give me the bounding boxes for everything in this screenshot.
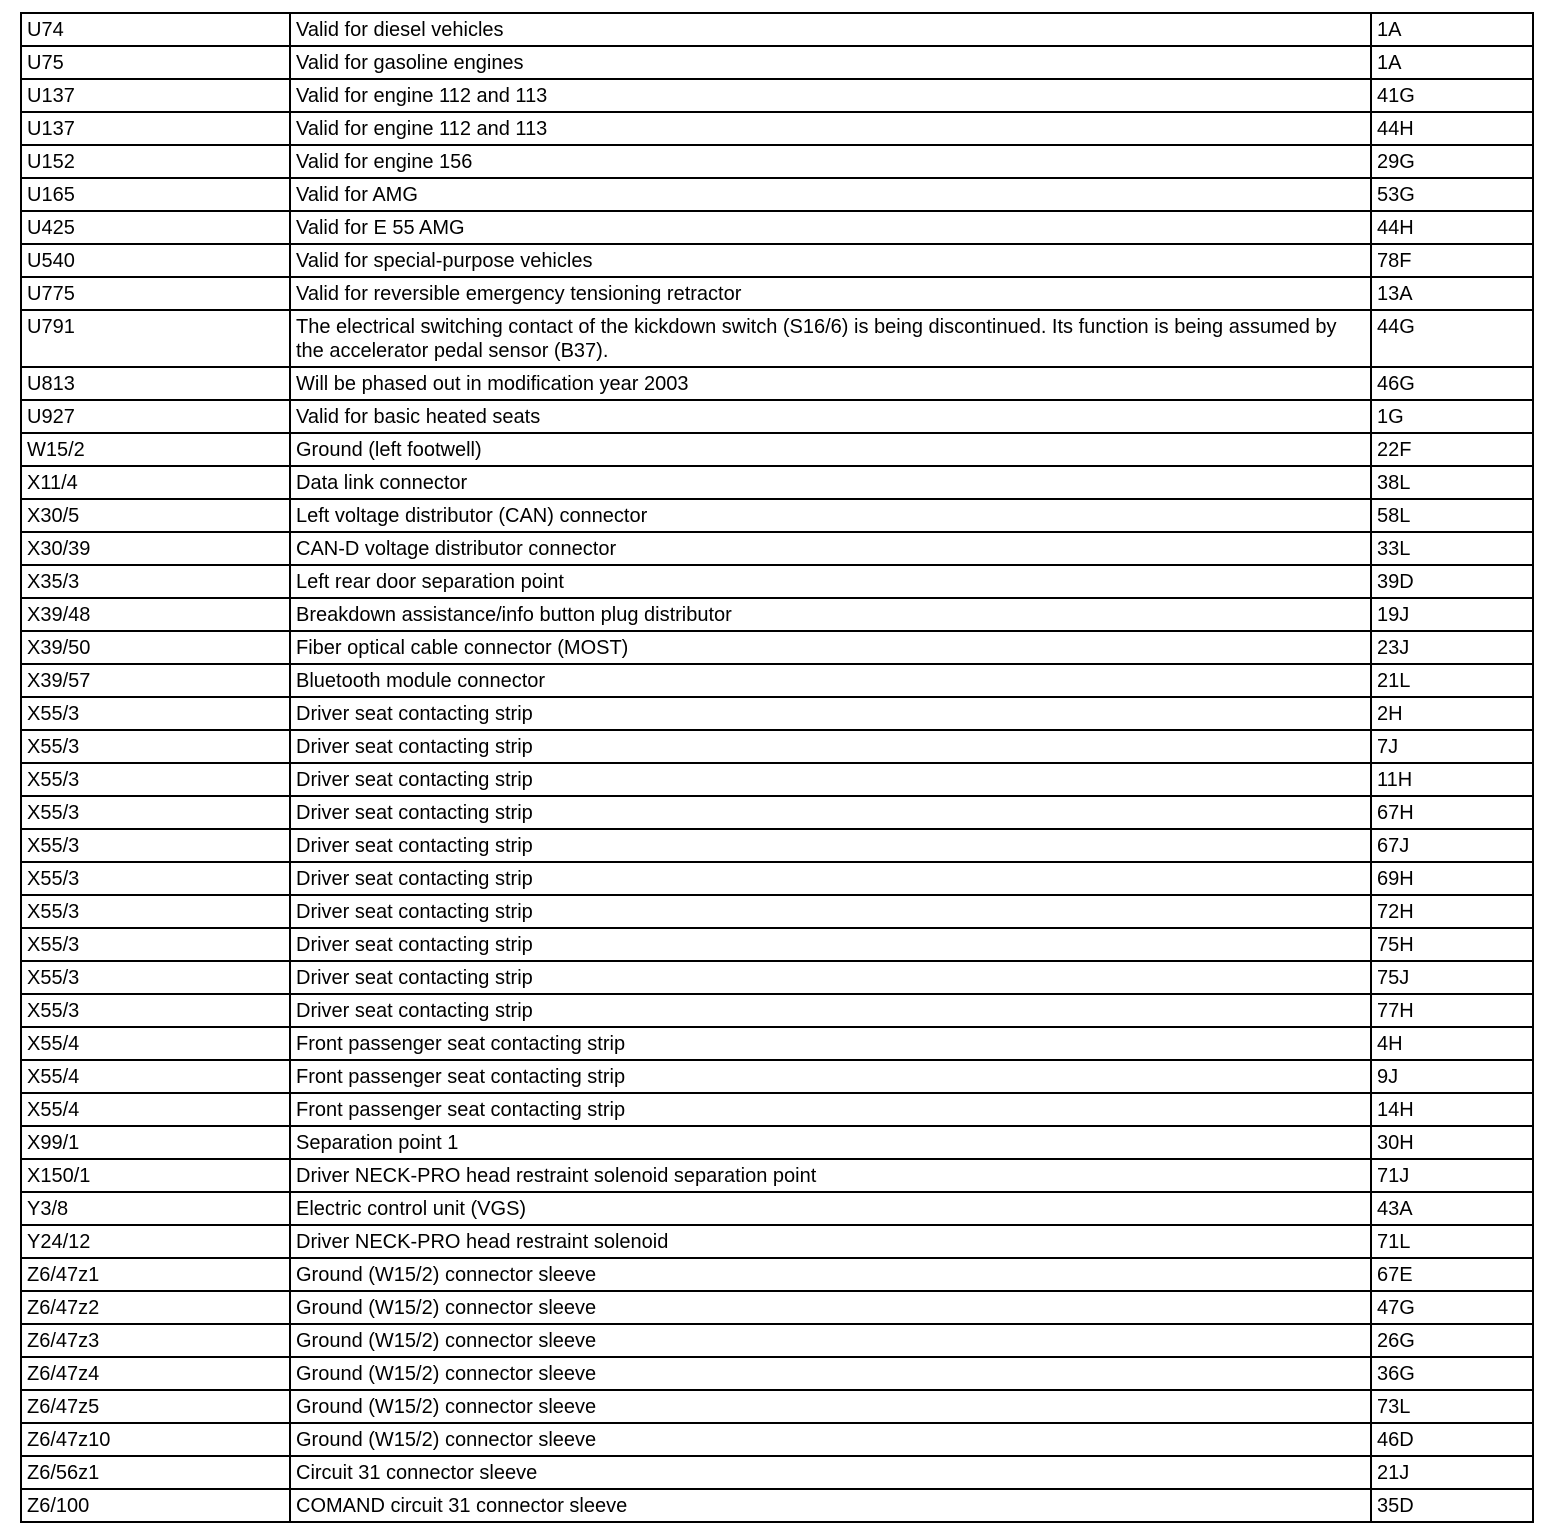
grid-location-cell: 38L [1371,466,1533,499]
component-description-cell: Ground (W15/2) connector sleeve [290,1390,1371,1423]
grid-location-cell: 21L [1371,664,1533,697]
table-row [21,961,1533,994]
component-description-cell: Driver seat contacting strip [290,994,1371,1027]
grid-location-cell: 78F [1371,244,1533,277]
component-description-cell: The electrical switching contact of the kickdown switch (S16/6) is being discontinued. Its function is being assumed by the accelerator pedal sensor (B37). [290,310,1371,367]
component-description-cell: Driver seat contacting strip [290,895,1371,928]
grid-location-cell: 44H [1371,211,1533,244]
grid-location-cell: 13A [1371,277,1533,310]
grid-location-cell: 39D [1371,565,1533,598]
component-description-cell: Valid for reversible emergency tensioning retractor [290,277,1371,310]
component-description-cell: Valid for gasoline engines [290,46,1371,79]
grid-location-cell: 71L [1371,1225,1533,1258]
component-code-cell: Z6/47z4 [21,1357,290,1390]
component-description-cell: Valid for E 55 AMG [290,211,1371,244]
component-code-cell: Z6/47z3 [21,1324,290,1357]
table-row [21,664,1533,697]
component-description-cell: Driver seat contacting strip [290,829,1371,862]
component-description-cell: Valid for AMG [290,178,1371,211]
grid-location-cell: 2H [1371,697,1533,730]
component-code-cell: U137 [21,112,290,145]
table-row [21,466,1533,499]
table-row [21,1225,1533,1258]
component-code-cell: X55/4 [21,1093,290,1126]
table-row [21,1060,1533,1093]
component-code-cell: U775 [21,277,290,310]
component-description-cell: Valid for engine 112 and 113 [290,79,1371,112]
component-code-cell: X55/3 [21,994,290,1027]
grid-location-cell: 67E [1371,1258,1533,1291]
table-row [21,631,1533,664]
grid-location-cell: 67J [1371,829,1533,862]
component-code-cell: Z6/100 [21,1489,290,1522]
grid-location-cell: 75H [1371,928,1533,961]
grid-location-cell: 19J [1371,598,1533,631]
component-code-cell: U74 [21,13,290,46]
table-row [21,1192,1533,1225]
component-description-cell: Bluetooth module connector [290,664,1371,697]
table-row [21,79,1533,112]
grid-location-cell: 7J [1371,730,1533,763]
grid-location-cell: 43A [1371,1192,1533,1225]
grid-location-cell: 29G [1371,145,1533,178]
legend-sheet [20,12,1532,1523]
grid-location-cell: 33L [1371,532,1533,565]
table-row [21,1390,1533,1423]
component-description-cell: Left rear door separation point [290,565,1371,598]
component-description-cell: Driver NECK-PRO head restraint solenoid separation point [290,1159,1371,1192]
table-row [21,277,1533,310]
component-code-cell: X39/48 [21,598,290,631]
table-row [21,1456,1533,1489]
grid-location-cell: 4H [1371,1027,1533,1060]
table-row [21,895,1533,928]
component-code-cell: Y3/8 [21,1192,290,1225]
table-row [21,532,1533,565]
grid-location-cell: 41G [1371,79,1533,112]
grid-location-cell: 46D [1371,1423,1533,1456]
component-code-cell: X55/4 [21,1060,290,1093]
component-code-cell: X55/3 [21,862,290,895]
table-row [21,994,1533,1027]
grid-location-cell: 47G [1371,1291,1533,1324]
grid-location-cell: 26G [1371,1324,1533,1357]
grid-location-cell: 46G [1371,367,1533,400]
component-description-cell: Valid for basic heated seats [290,400,1371,433]
component-code-cell: X55/3 [21,928,290,961]
table-row [21,796,1533,829]
component-description-cell: Valid for diesel vehicles [290,13,1371,46]
table-row [21,1126,1533,1159]
component-code-cell: Z6/47z1 [21,1258,290,1291]
table-row [21,1423,1533,1456]
component-description-cell: Driver seat contacting strip [290,796,1371,829]
table-row [21,145,1533,178]
table-row [21,499,1533,532]
component-code-cell: X55/3 [21,895,290,928]
component-description-cell: Circuit 31 connector sleeve [290,1456,1371,1489]
component-code-cell: X150/1 [21,1159,290,1192]
component-description-cell: Valid for engine 112 and 113 [290,112,1371,145]
component-description-cell: COMAND circuit 31 connector sleeve [290,1489,1371,1522]
grid-location-cell: 14H [1371,1093,1533,1126]
grid-location-cell: 1A [1371,46,1533,79]
component-code-cell: X39/57 [21,664,290,697]
grid-location-cell: 58L [1371,499,1533,532]
table-row [21,178,1533,211]
component-description-cell: Front passenger seat contacting strip [290,1027,1371,1060]
component-code-cell: Z6/47z5 [21,1390,290,1423]
component-description-cell: Driver seat contacting strip [290,961,1371,994]
table-row [21,763,1533,796]
table-row [21,829,1533,862]
table-row [21,367,1533,400]
component-code-cell: U540 [21,244,290,277]
component-code-cell: Y24/12 [21,1225,290,1258]
component-description-cell: Fiber optical cable connector (MOST) [290,631,1371,664]
component-code-cell: X30/5 [21,499,290,532]
component-code-cell: X11/4 [21,466,290,499]
grid-location-cell: 21J [1371,1456,1533,1489]
component-legend-table [20,12,1534,1523]
component-code-cell: X55/3 [21,796,290,829]
grid-location-cell: 75J [1371,961,1533,994]
component-code-cell: X55/3 [21,697,290,730]
component-code-cell: U425 [21,211,290,244]
table-row [21,211,1533,244]
component-code-cell: U927 [21,400,290,433]
grid-location-cell: 77H [1371,994,1533,1027]
component-code-cell: X35/3 [21,565,290,598]
table-row [21,1258,1533,1291]
table-row [21,112,1533,145]
table-row [21,1093,1533,1126]
grid-location-cell: 71J [1371,1159,1533,1192]
component-description-cell: Electric control unit (VGS) [290,1192,1371,1225]
table-row [21,862,1533,895]
grid-location-cell: 73L [1371,1390,1533,1423]
component-code-cell: X99/1 [21,1126,290,1159]
component-description-cell: Separation point 1 [290,1126,1371,1159]
component-description-cell: Ground (left footwell) [290,433,1371,466]
component-description-cell: Driver NECK-PRO head restraint solenoid [290,1225,1371,1258]
table-row [21,433,1533,466]
component-code-cell: X39/50 [21,631,290,664]
table-row [21,1489,1533,1522]
component-code-cell: X55/3 [21,829,290,862]
component-description-cell: Valid for engine 156 [290,145,1371,178]
grid-location-cell: 72H [1371,895,1533,928]
table-row [21,244,1533,277]
component-code-cell: U152 [21,145,290,178]
table-row [21,310,1533,367]
grid-location-cell: 67H [1371,796,1533,829]
component-description-cell: Data link connector [290,466,1371,499]
grid-location-cell: 53G [1371,178,1533,211]
table-row [21,697,1533,730]
table-row [21,565,1533,598]
table-row [21,1159,1533,1192]
component-description-cell: Front passenger seat contacting strip [290,1093,1371,1126]
table-row [21,928,1533,961]
legend-table-body [21,13,1533,1522]
component-description-cell: Driver seat contacting strip [290,862,1371,895]
component-code-cell: Z6/47z2 [21,1291,290,1324]
table-row [21,598,1533,631]
component-code-cell: W15/2 [21,433,290,466]
component-description-cell: Driver seat contacting strip [290,730,1371,763]
component-code-cell: X55/3 [21,961,290,994]
table-row [21,1291,1533,1324]
table-row [21,1027,1533,1060]
table-row [21,46,1533,79]
component-code-cell: Z6/47z10 [21,1423,290,1456]
table-row [21,400,1533,433]
component-description-cell: Driver seat contacting strip [290,763,1371,796]
grid-location-cell: 69H [1371,862,1533,895]
component-description-cell: Ground (W15/2) connector sleeve [290,1357,1371,1390]
component-description-cell: Left voltage distributor (CAN) connector [290,499,1371,532]
grid-location-cell: 1G [1371,400,1533,433]
grid-location-cell: 44G [1371,310,1533,367]
grid-location-cell: 11H [1371,763,1533,796]
component-code-cell: U165 [21,178,290,211]
component-description-cell: Will be phased out in modification year 2003 [290,367,1371,400]
grid-location-cell: 1A [1371,13,1533,46]
component-description-cell: Ground (W15/2) connector sleeve [290,1423,1371,1456]
grid-location-cell: 35D [1371,1489,1533,1522]
component-description-cell: Valid for special-purpose vehicles [290,244,1371,277]
component-code-cell: X30/39 [21,532,290,565]
grid-location-cell: 30H [1371,1126,1533,1159]
component-description-cell: Ground (W15/2) connector sleeve [290,1291,1371,1324]
component-description-cell: Front passenger seat contacting strip [290,1060,1371,1093]
component-code-cell: X55/4 [21,1027,290,1060]
grid-location-cell: 36G [1371,1357,1533,1390]
component-code-cell: U75 [21,46,290,79]
component-description-cell: Breakdown assistance/info button plug distributor [290,598,1371,631]
table-row [21,13,1533,46]
component-code-cell: X55/3 [21,730,290,763]
component-description-cell: Driver seat contacting strip [290,928,1371,961]
table-row [21,1324,1533,1357]
component-description-cell: Ground (W15/2) connector sleeve [290,1258,1371,1291]
component-code-cell: U137 [21,79,290,112]
component-code-cell: Z6/56z1 [21,1456,290,1489]
table-row [21,730,1533,763]
grid-location-cell: 22F [1371,433,1533,466]
component-code-cell: U791 [21,310,290,367]
component-code-cell: U813 [21,367,290,400]
grid-location-cell: 23J [1371,631,1533,664]
component-description-cell: Ground (W15/2) connector sleeve [290,1324,1371,1357]
grid-location-cell: 44H [1371,112,1533,145]
component-code-cell: X55/3 [21,763,290,796]
grid-location-cell: 9J [1371,1060,1533,1093]
component-description-cell: CAN-D voltage distributor connector [290,532,1371,565]
table-row [21,1357,1533,1390]
component-description-cell: Driver seat contacting strip [290,697,1371,730]
